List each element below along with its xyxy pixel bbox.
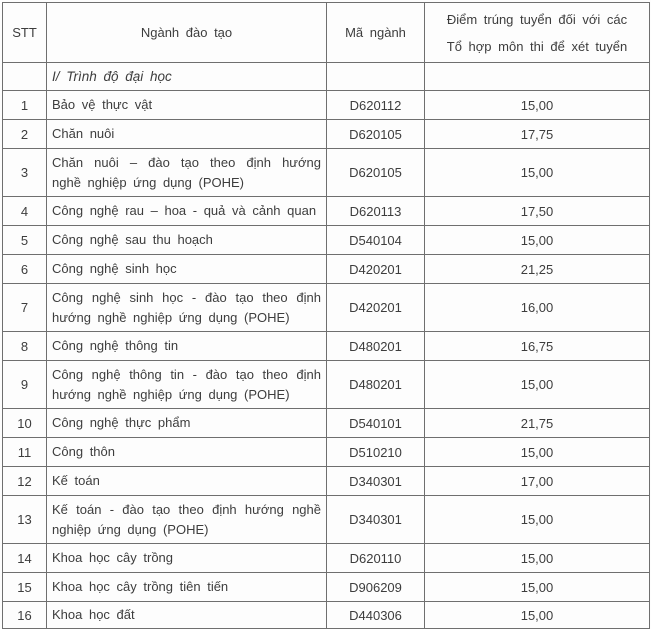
major-name-cell: Kế toán - đào tạo theo định hướng nghề nghiệp ứng dụng (POHE) xyxy=(47,496,327,544)
major-code-cell: D420201 xyxy=(327,284,425,332)
stt-cell: 13 xyxy=(3,496,47,544)
section-code-cell xyxy=(327,63,425,91)
stt-cell: 5 xyxy=(3,226,47,255)
table-row xyxy=(3,467,650,496)
major-name-cell: Công nghệ sinh học xyxy=(47,255,327,284)
stt-cell: 11 xyxy=(3,438,47,467)
major-name-cell: Kế toán xyxy=(47,467,327,496)
major-name-cell: Công nghệ sinh học - đào tạo theo định hướng nghề nghiệp ứng dụng (POHE) xyxy=(47,284,327,332)
stt-cell: 4 xyxy=(3,197,47,226)
score-cell: 21,25 xyxy=(425,255,650,284)
major-name-cell: Công nghệ rau – hoa - quả và cảnh quan xyxy=(47,197,327,226)
header-major-name: Ngành đào tạo xyxy=(47,3,327,63)
score-cell: 17,75 xyxy=(425,120,650,149)
major-code-cell: D620113 xyxy=(327,197,425,226)
score-cell: 15,00 xyxy=(425,573,650,602)
major-code-cell: D540104 xyxy=(327,226,425,255)
table-row xyxy=(3,544,650,573)
score-cell: 15,00 xyxy=(425,361,650,409)
stt-cell: 9 xyxy=(3,361,47,409)
major-code-cell: D540101 xyxy=(327,409,425,438)
stt-cell: 6 xyxy=(3,255,47,284)
table-row xyxy=(3,573,650,602)
table-row xyxy=(3,91,650,120)
major-name-cell: Khoa học đất xyxy=(47,602,327,629)
header-score-line1: Điểm trúng tuyển đối với các xyxy=(446,11,628,27)
major-code-cell: D480201 xyxy=(327,361,425,409)
major-name-cell: Công nghệ thực phẩm xyxy=(47,409,327,438)
table-row xyxy=(3,226,650,255)
table-row xyxy=(3,409,650,438)
major-name-cell: Bảo vệ thực vật xyxy=(47,91,327,120)
table-row xyxy=(3,284,650,332)
stt-cell: 15 xyxy=(3,573,47,602)
major-code-cell: D440306 xyxy=(327,602,425,629)
table-row xyxy=(3,602,650,629)
stt-cell: 10 xyxy=(3,409,47,438)
major-code-cell: D340301 xyxy=(327,467,425,496)
major-code-cell: D340301 xyxy=(327,496,425,544)
table-row xyxy=(3,120,650,149)
major-code-cell: D620112 xyxy=(327,91,425,120)
major-name-cell: Công nghệ thông tin - đào tạo theo định hướng nghề nghiệp ứng dụng (POHE) xyxy=(47,361,327,409)
stt-cell: 12 xyxy=(3,467,47,496)
stt-cell: 2 xyxy=(3,120,47,149)
score-cell: 17,00 xyxy=(425,467,650,496)
major-code-cell: D620110 xyxy=(327,544,425,573)
table-row xyxy=(3,361,650,409)
major-code-cell: D480201 xyxy=(327,332,425,361)
major-name-cell: Công nghệ sau thu hoạch xyxy=(47,226,327,255)
score-cell: 15,00 xyxy=(425,602,650,629)
major-code-cell: D510210 xyxy=(327,438,425,467)
admission-scores-table xyxy=(2,2,650,629)
major-code-cell: D906209 xyxy=(327,573,425,602)
table-row xyxy=(3,197,650,226)
stt-cell: 7 xyxy=(3,284,47,332)
section-title: I/ Trình độ đại học xyxy=(47,63,327,91)
score-cell: 15,00 xyxy=(425,91,650,120)
stt-cell: 8 xyxy=(3,332,47,361)
section-score-cell xyxy=(425,63,650,91)
stt-cell: 16 xyxy=(3,602,47,629)
section-stt-cell xyxy=(3,63,47,91)
score-cell: 15,00 xyxy=(425,496,650,544)
score-cell: 15,00 xyxy=(425,226,650,255)
score-cell: 15,00 xyxy=(425,149,650,197)
major-code-cell: D620105 xyxy=(327,149,425,197)
major-code-cell: D620105 xyxy=(327,120,425,149)
score-cell: 21,75 xyxy=(425,409,650,438)
header-stt: STT xyxy=(3,3,47,63)
score-cell: 16,00 xyxy=(425,284,650,332)
score-cell: 15,00 xyxy=(425,544,650,573)
table-row xyxy=(3,496,650,544)
header-score-line2: Tổ hợp môn thi để xét tuyển xyxy=(446,38,628,54)
table-header-row xyxy=(3,3,650,63)
section-row xyxy=(3,63,650,91)
table-row xyxy=(3,438,650,467)
score-cell: 17,50 xyxy=(425,197,650,226)
table-row xyxy=(3,149,650,197)
stt-cell: 3 xyxy=(3,149,47,197)
major-name-cell: Khoa học cây trồng tiên tiến xyxy=(47,573,327,602)
table-row xyxy=(3,255,650,284)
major-name-cell: Công thôn xyxy=(47,438,327,467)
major-name-cell: Chăn nuôi xyxy=(47,120,327,149)
stt-cell: 1 xyxy=(3,91,47,120)
table-row xyxy=(3,332,650,361)
score-cell: 16,75 xyxy=(425,332,650,361)
major-code-cell: D420201 xyxy=(327,255,425,284)
score-cell: 15,00 xyxy=(425,438,650,467)
major-name-cell: Khoa học cây trồng xyxy=(47,544,327,573)
major-name-cell: Chăn nuôi – đào tạo theo định hướng nghề nghiệp ứng dụng (POHE) xyxy=(47,149,327,197)
major-name-cell: Công nghệ thông tin xyxy=(47,332,327,361)
header-major-code: Mã ngành xyxy=(327,3,425,63)
header-score xyxy=(425,3,650,63)
stt-cell: 14 xyxy=(3,544,47,573)
